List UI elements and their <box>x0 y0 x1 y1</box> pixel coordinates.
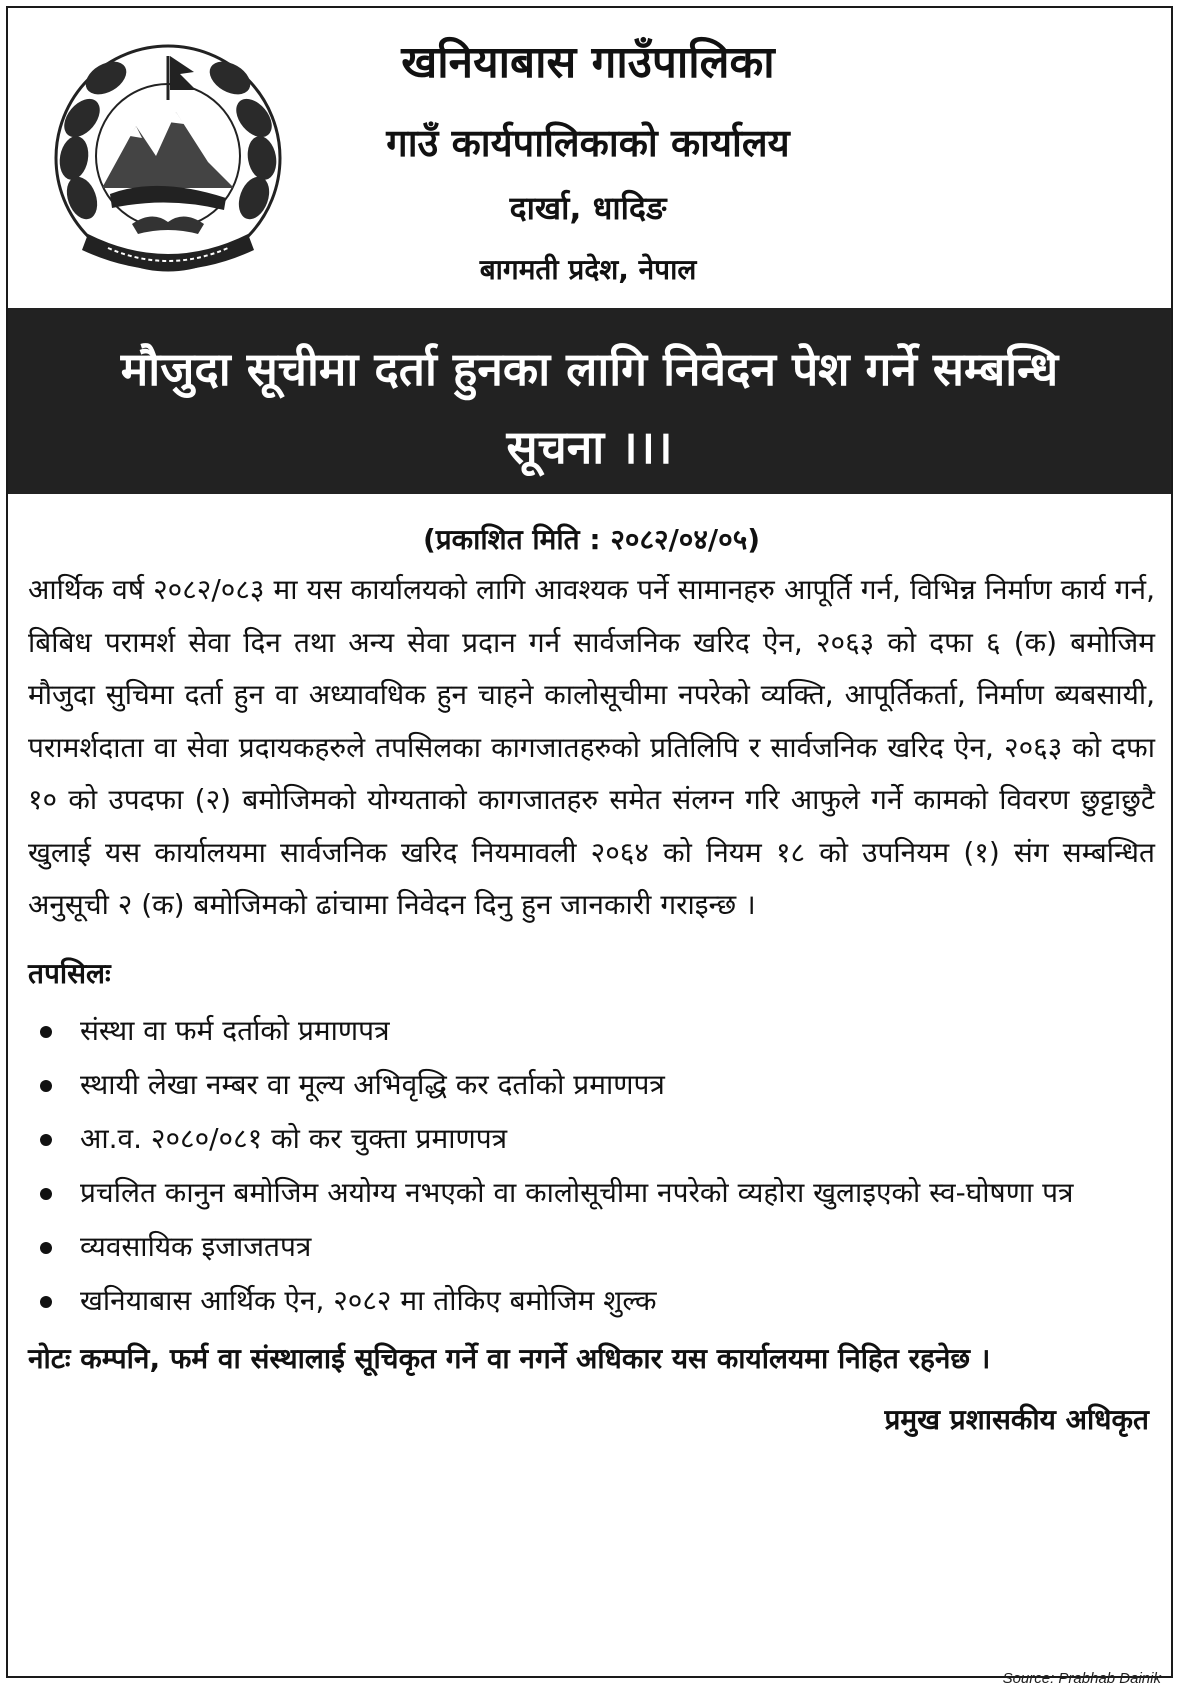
required-documents-list <box>28 1004 1155 1328</box>
signatory-title: प्रमुख प्रशासकीय अधिकृत <box>884 1402 1149 1436</box>
list-item: प्रचलित कानुन बमोजिम अयोग्य नभएको वा कालोसूचीमा नपरेको व्यहोरा खुलाइएको स्व-घोषणा पत्र <box>28 1166 1155 1220</box>
list-item: व्यवसायिक इजाजतपत्र <box>28 1220 1155 1274</box>
details-heading: तपसिलः <box>28 956 111 990</box>
office-name: गाउँ कार्यपालिकाको कार्यालय <box>386 121 790 165</box>
list-item: आ.व. २०८०/०८१ को कर चुक्ता प्रमाणपत्र <box>28 1112 1155 1166</box>
notice-note: नोटः कम्पनि, फर्म वा संस्थालाई सूचिकृत गर्ने वा नगर्ने अधिकार यस कार्यालयमा निहित रहनेछ । <box>28 1341 991 1375</box>
source-credit: Source: Prabhab Dainik <box>1002 1670 1161 1687</box>
notice-title-line-2: सूचना ।।। <box>506 420 673 474</box>
province-country: बागमती प्रदेश, नेपाल <box>479 253 697 286</box>
notice-frame <box>6 6 1173 1678</box>
list-item: स्थायी लेखा नम्बर वा मूल्य अभिवृद्धि कर दर्ताको प्रमाणपत्र <box>28 1058 1155 1112</box>
list-item: खनियाबास आर्थिक ऐन, २०८२ मा तोकिए बमोजिम शुल्क <box>28 1274 1155 1328</box>
notice-header <box>8 8 1171 308</box>
municipality-name: खनियाबास गाउँपालिका <box>401 37 775 88</box>
office-location: दार्खा, धादिङ <box>509 189 667 227</box>
notice-body-paragraph: आर्थिक वर्ष २०८२/०८३ मा यस कार्यालयको लागि आवश्यक पर्ने सामानहरु आपूर्ति गर्न, विभिन्न निर्माण कार्य गर्न, बिबिध परामर्श सेवा दिन तथा अन्य सेवा प्रदान गर्न सार्वजनिक खरिद ऐन, २०६३ को दफा ६ (क) बमोजिम मौजुदा सुचिमा दर्ता हुन वा अध्यावधिक हुन चाहने कालोसूचीमा नपरेको व्यक्ति, आपूर्तिकर्ता, निर्माण ब्यबसायी, परामर्शदाता वा सेवा प्रदायकहरुले तपसिलका कागजातहरुको प्रतिलिपि र सार्वजनिक खरिद ऐन, २०६३ को दफा १० को उपदफा (२) बमोजिमको योग्यताको कागजातहरु समेत संलग्न गरि आफुले गर्ने कामको विवरण छुट्टाछुटै खुलाई यस कार्यालयमा सार्वजनिक खरिद नियमावली २०६४ को नियम १८ को उपनियम (१) संग सम्बन्धित अनुसूची २ (क) बमोजिमको ढांचामा निवेदन दिनु हुन जानकारी गराइन्छ । <box>28 573 1155 921</box>
list-item: संस्था वा फर्म दर्ताको प्रमाणपत्र <box>28 1004 1155 1058</box>
nepal-government-emblem-icon <box>48 38 288 278</box>
notice-content <box>28 520 1155 1442</box>
notice-title-banner <box>8 308 1171 494</box>
notice-title-line-1: मौजुदा सूचीमा दर्ता हुनका लागि निवेदन पेश गर्ने सम्बन्धि <box>120 342 1059 396</box>
published-date: (प्रकाशित मिति : २०८२/०४/०५) <box>422 523 761 556</box>
